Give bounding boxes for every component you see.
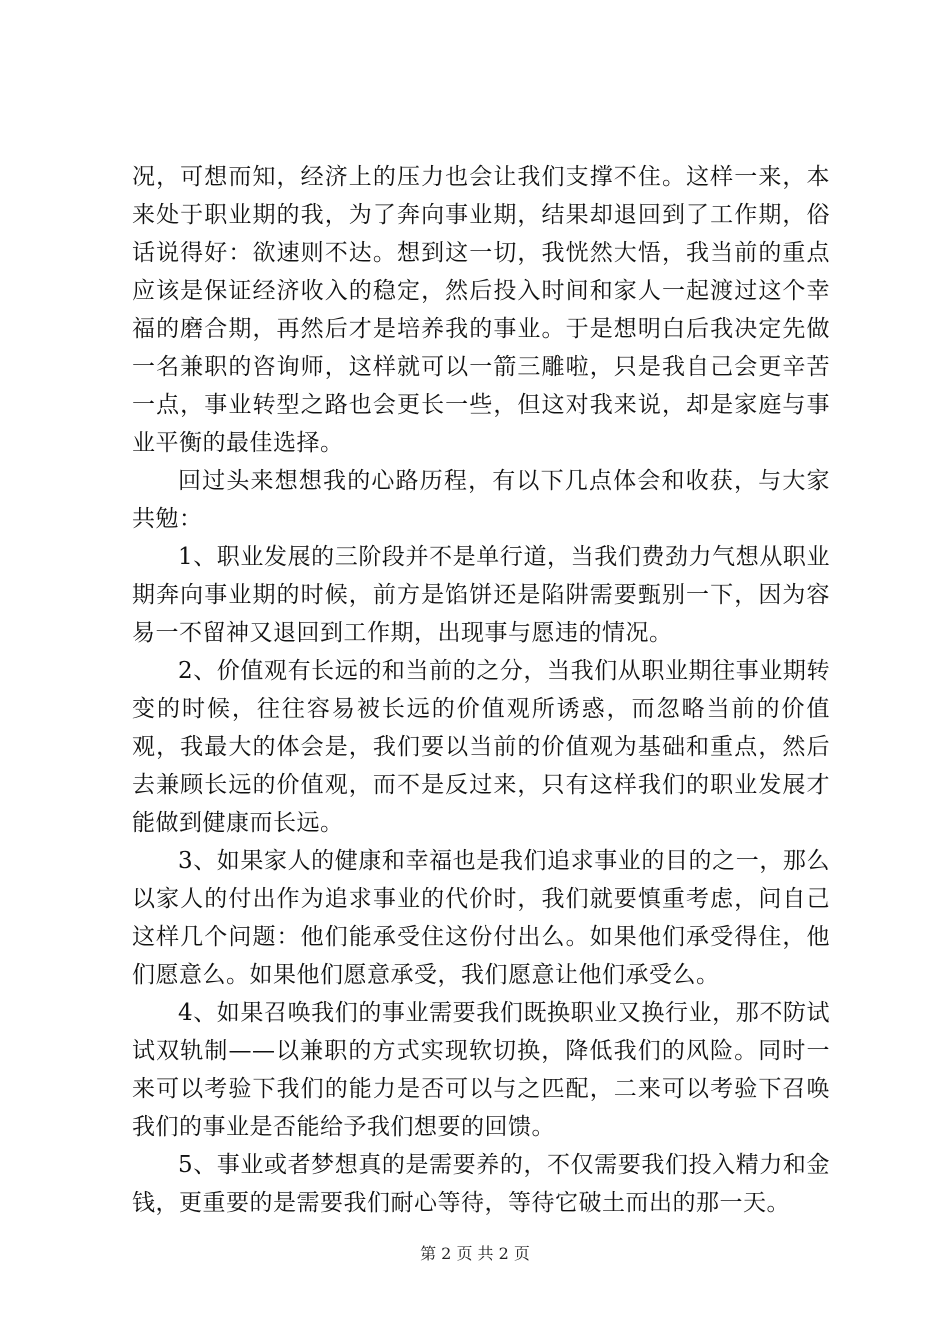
paragraph-point-3: 3、如果家人的健康和幸福也是我们追求事业的目的之一，那么以家人的付出作为追求事业的代价时，我们就要慎重考虑，问自己这样几个问题：他们能承受住这份付出么。如果他们承受得住，他们愿意么。如果他们愿意承受，我们愿意让他们承受么。 — [132, 848, 830, 988]
paragraph-continuation: 况，可想而知，经济上的压力也会让我们支撑不住。这样一来，本来处于职业期的我，为了奔向事业期，结果却退回到了工作期，俗话说得好：欲速则不达。想到这一切，我恍然大悟，我当前的重点应该是保证经济收入的稳定，然后投入时间和家人一起渡过这个幸福的磨合期，再然后才是培养我的事业。于是想明白后我决定先做一名兼职的咨询师，这样就可以一箭三雕啦，只是我自己会更辛苦一点，事业转型之路也会更长一些，但这对我来说，却是家庭与事业平衡的最佳选择。 — [132, 164, 830, 456]
paragraph-point-2: 2、价值观有长远的和当前的之分，当我们从职业期往事业期转变的时候，往往容易被长远的价值观所诱惑，而忽略当前的价值观，我最大的体会是，我们要以当前的价值观为基础和重点，然后去兼顾长远的价值观，而不是反过来，只有这样我们的职业发展才能做到健康而长远。 — [132, 658, 830, 836]
document-body — [132, 158, 830, 1222]
paragraph-point-1: 1、职业发展的三阶段并不是单行道，当我们费劲力气想从职业期奔向事业期的时候，前方是馅饼还是陷阱需要甄别一下，因为容易一不留神又退回到工作期，出现事与愿违的情况。 — [132, 544, 830, 646]
paragraph-point-5: 5、事业或者梦想真的是需要养的，不仅需要我们投入精力和金钱，更重要的是需要我们耐心等待，等待它破土而出的那一天。 — [132, 1152, 830, 1216]
paragraph-point-4: 4、如果召唤我们的事业需要我们既换职业又换行业，那不防试试双轨制——以兼职的方式实现软切换，降低我们的风险。同时一来可以考验下我们的能力是否可以与之匹配，二来可以考验下召唤我们的事业是否能给予我们想要的回馈。 — [132, 1000, 830, 1140]
page-number-footer: 第 2 页 共 2 页 — [420, 1244, 530, 1263]
paragraph-reflection-intro: 回过头来想想我的心路历程，有以下几点体会和收获，与大家共勉： — [132, 468, 830, 532]
